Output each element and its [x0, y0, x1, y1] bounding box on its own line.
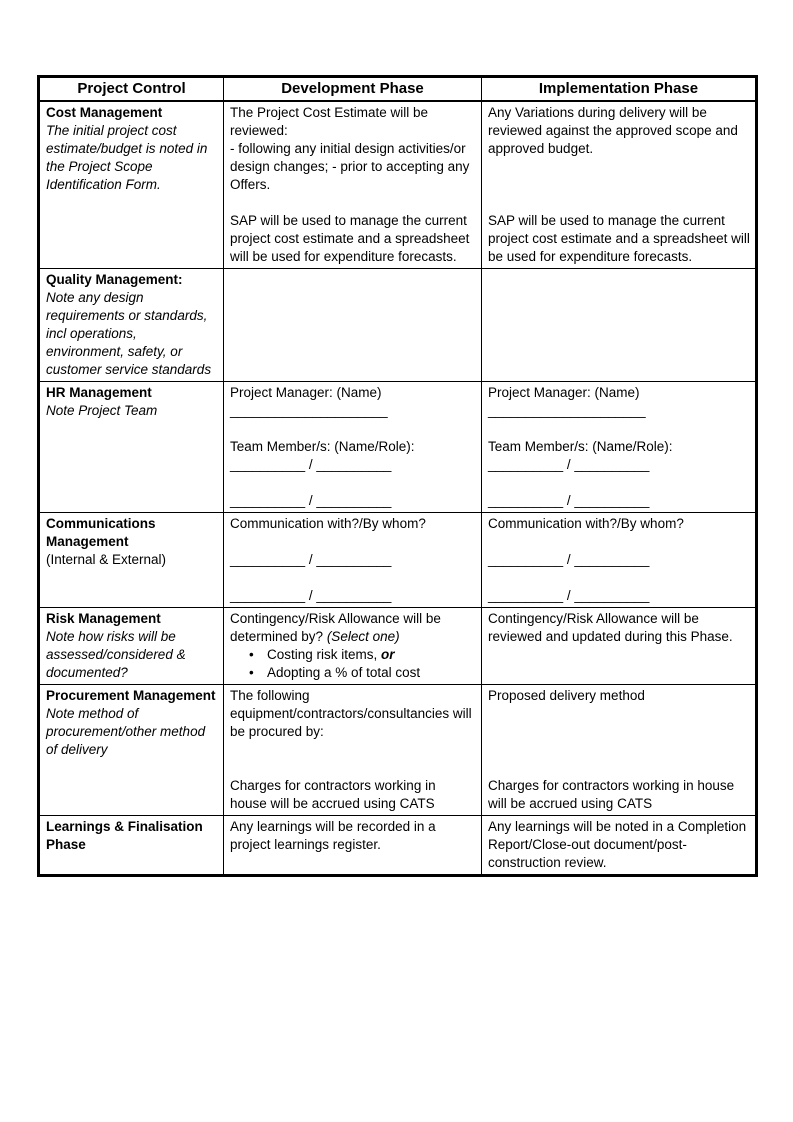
paragraph: [230, 515, 476, 533]
bullet-item: [230, 664, 476, 682]
paragraph: [46, 610, 218, 628]
communications-management-implementation-cell: [482, 513, 757, 608]
paragraph: [46, 271, 218, 289]
hr-management-development-cell: [224, 382, 482, 513]
paragraph: [230, 402, 476, 420]
table-row-hr-management: [39, 382, 757, 513]
text-run: _____________________: [488, 403, 646, 418]
text-run: Note method of procurement/other method of delivery: [46, 706, 206, 757]
text-run: Team Member/s: (Name/Role):: [230, 439, 415, 454]
blank-line: [488, 176, 750, 194]
text-run: Learnings & Finalisation Phase: [46, 819, 203, 852]
paragraph: [488, 687, 750, 705]
blank-line: [488, 723, 750, 741]
text-run: __________ / __________: [488, 588, 650, 603]
text-run: Project Manager: (Name): [230, 385, 382, 400]
quality-management-development-cell: [224, 269, 482, 382]
quality-management-implementation-cell: [482, 269, 757, 382]
bullet-item: [230, 646, 476, 664]
paragraph: [46, 687, 218, 705]
text-run: Project Manager: (Name): [488, 385, 640, 400]
blank-line: [488, 420, 750, 438]
text-run: Communications Management: [46, 516, 156, 549]
paragraph: [488, 492, 750, 510]
paragraph: [230, 456, 476, 474]
table-row-learnings-finalisation: [39, 816, 757, 876]
text-run: Note any design requirements or standards, incl operations, environment, safety, or customer service standards: [46, 290, 212, 377]
header-development-phase: Development Phase: [224, 77, 482, 102]
paragraph: [46, 122, 218, 194]
text-run: Cost Management: [46, 105, 163, 120]
text-run: Proposed delivery method: [488, 688, 645, 703]
table-row-procurement-management: [39, 685, 757, 816]
header-implementation-phase: Implementation Phase: [482, 77, 757, 102]
text-run: Risk Management: [46, 611, 161, 626]
blank-line: [230, 759, 476, 777]
paragraph: [230, 818, 476, 854]
text-run: Adopting a % of total cost: [267, 665, 421, 680]
paragraph: [488, 818, 750, 872]
text-run: Team Member/s: (Name/Role):: [488, 439, 673, 454]
paragraph: [230, 551, 476, 569]
communications-management-control-cell: [39, 513, 224, 608]
paragraph: [46, 705, 218, 759]
paragraph: [488, 438, 750, 456]
paragraph: [230, 438, 476, 456]
communications-management-development-cell: [224, 513, 482, 608]
paragraph: [230, 492, 476, 510]
text-run: or: [381, 647, 395, 662]
text-run: Note Project Team: [46, 403, 158, 418]
cost-management-development-cell: [224, 101, 482, 269]
text-run: __________ / __________: [488, 457, 650, 472]
paragraph: [488, 402, 750, 420]
text-run: SAP will be used to manage the current project cost estimate and a spreadsheet will be used for expenditure forecasts.: [230, 213, 470, 264]
hr-management-control-cell: [39, 382, 224, 513]
paragraph: [46, 818, 218, 854]
blank-line: [230, 741, 476, 759]
text-run: SAP will be used to manage the current project cost estimate and a spreadsheet will be used for expenditure forecasts.: [488, 213, 750, 264]
procurement-management-development-cell: [224, 685, 482, 816]
text-run: The Project Cost Estimate will be reviewed:: [230, 105, 429, 138]
paragraph: [488, 610, 750, 646]
paragraph: [488, 515, 750, 533]
hr-management-implementation-cell: [482, 382, 757, 513]
paragraph: [488, 777, 750, 813]
paragraph: [230, 384, 476, 402]
blank-line: [488, 741, 750, 759]
text-run: HR Management: [46, 385, 152, 400]
text-run: Contingency/Risk Allowance will be reviewed and updated during this Phase.: [488, 611, 733, 644]
blank-line: [230, 474, 476, 492]
paragraph: [46, 289, 218, 379]
table-row-risk-management: [39, 608, 757, 685]
risk-management-implementation-cell: [482, 608, 757, 685]
text-run: __________ / __________: [230, 457, 392, 472]
blank-line: [488, 569, 750, 587]
text-run: - following any initial design activities/or design changes; - prior to accepting any Offers.: [230, 141, 470, 192]
blank-line: [230, 569, 476, 587]
text-run: __________ / __________: [230, 493, 392, 508]
text-run: Charges for contractors working in house will be accrued using CATS: [488, 778, 735, 811]
learnings-finalisation-implementation-cell: [482, 816, 757, 876]
text-run: Communication with?/By whom?: [230, 516, 426, 531]
text-run: Charges for contractors working in house will be accrued using CATS: [230, 778, 436, 811]
text-run: Communication with?/By whom?: [488, 516, 684, 531]
quality-management-control-cell: [39, 269, 224, 382]
blank-line: [488, 474, 750, 492]
learnings-finalisation-control-cell: [39, 816, 224, 876]
paragraph: [230, 140, 476, 194]
paragraph: [230, 104, 476, 140]
text-run: Costing risk items,: [267, 647, 382, 662]
text-run: (Select one): [326, 629, 400, 644]
table-header-row: [39, 77, 757, 102]
paragraph: [488, 551, 750, 569]
text-run: Contingency/Risk Allowance will be determined by?: [230, 611, 441, 644]
table-row-quality-management: [39, 269, 757, 382]
blank-line: [488, 705, 750, 723]
project-control-table: [37, 75, 758, 877]
blank-line: [488, 533, 750, 551]
procurement-management-control-cell: [39, 685, 224, 816]
paragraph: [488, 212, 750, 266]
learnings-finalisation-development-cell: [224, 816, 482, 876]
text-run: __________ / __________: [230, 552, 392, 567]
paragraph: [230, 587, 476, 605]
risk-management-development-cell: [224, 608, 482, 685]
blank-line: [488, 158, 750, 176]
paragraph: [488, 456, 750, 474]
paragraph: [46, 402, 218, 420]
text-run: Any Variations during delivery will be reviewed against the approved scope and approved budget.: [488, 105, 738, 156]
paragraph: [488, 104, 750, 158]
paragraph: [46, 515, 218, 551]
text-run: The following equipment/contractors/consultancies will be procured by:: [230, 688, 472, 739]
paragraph: [46, 551, 218, 569]
text-run: Any learnings will be recorded in a project learnings register.: [230, 819, 436, 852]
cost-management-implementation-cell: [482, 101, 757, 269]
risk-management-control-cell: [39, 608, 224, 685]
table-row-communications-management: [39, 513, 757, 608]
table-row-cost-management: [39, 101, 757, 269]
paragraph: [230, 777, 476, 813]
paragraph: [46, 104, 218, 122]
blank-line: [488, 759, 750, 777]
blank-line: [230, 194, 476, 212]
paragraph: [488, 384, 750, 402]
cost-management-control-cell: [39, 101, 224, 269]
text-run: Note how risks will be assessed/considered & documented?: [46, 629, 186, 680]
paragraph: [488, 587, 750, 605]
paragraph: [230, 212, 476, 266]
blank-line: [230, 420, 476, 438]
text-run: __________ / __________: [488, 493, 650, 508]
text-run: Quality Management:: [46, 272, 183, 287]
paragraph: [230, 610, 476, 646]
text-run: The initial project cost estimate/budget is noted in the Project Scope Identification Form.: [46, 123, 208, 192]
text-run: Any learnings will be noted in a Completion Report/Close-out document/post-construction review.: [488, 819, 747, 870]
text-run: Procurement Management: [46, 688, 216, 703]
paragraph: [230, 687, 476, 741]
text-run: _____________________: [230, 403, 388, 418]
text-run: __________ / __________: [488, 552, 650, 567]
blank-line: [230, 533, 476, 551]
blank-line: [488, 194, 750, 212]
text-run: __________ / __________: [230, 588, 392, 603]
text-run: (Internal & External): [46, 552, 167, 567]
procurement-management-implementation-cell: [482, 685, 757, 816]
header-project-control: Project Control: [39, 77, 224, 102]
paragraph: [46, 384, 218, 402]
paragraph: [46, 628, 218, 682]
